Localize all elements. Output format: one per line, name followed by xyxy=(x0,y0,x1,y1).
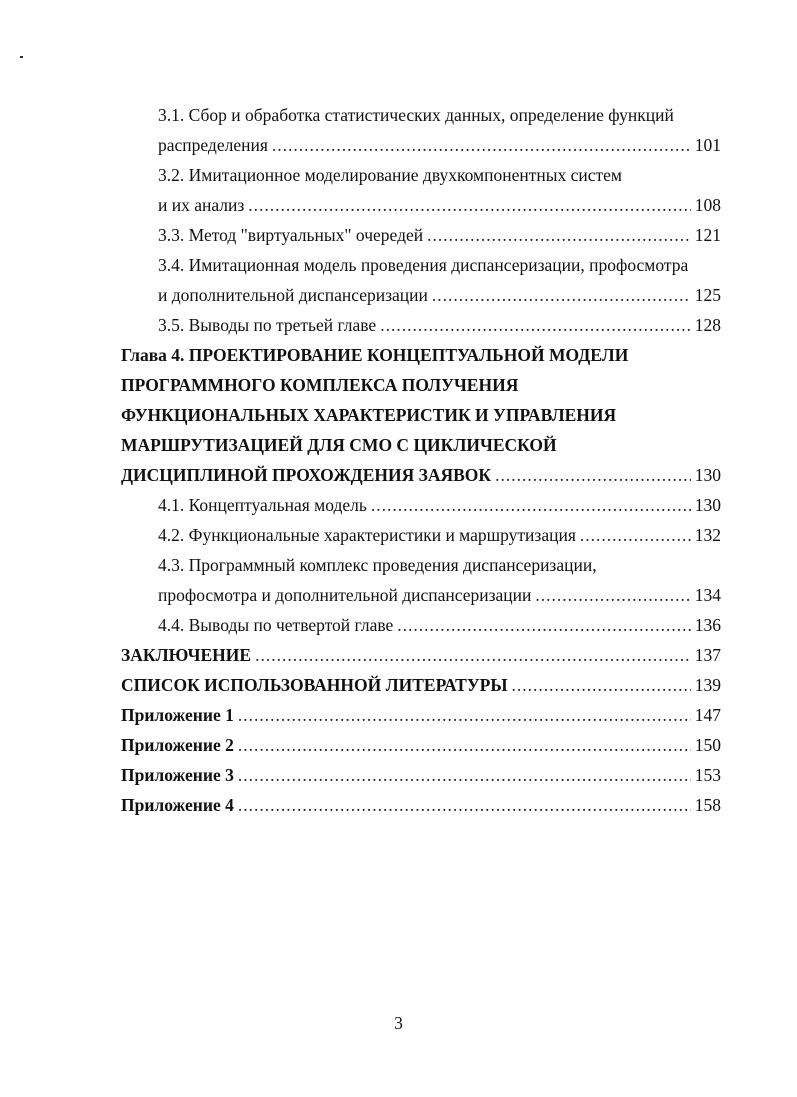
toc-3-1-page: 101 xyxy=(694,135,721,155)
toc-appendix-2-page: 150 xyxy=(694,735,721,755)
toc-3-2-line1: 3.2. Имитационное моделирование двухкомпонентных систем xyxy=(158,165,622,185)
toc-chapter-4-line3: ФУНКЦИОНАЛЬНЫХ ХАРАКТЕРИСТИК И УПРАВЛЕНИЯ xyxy=(121,405,617,425)
dot-leader xyxy=(255,640,691,670)
toc-4-4-page: 136 xyxy=(694,615,721,635)
toc-4-1-page: 130 xyxy=(694,495,721,515)
dot-leader xyxy=(427,220,691,250)
toc-references-page: 139 xyxy=(694,675,721,695)
toc-3-3-title: 3.3. Метод "виртуальных" очередей xyxy=(158,225,424,245)
toc-conclusion-entry[interactable] xyxy=(121,640,721,670)
toc-chapter-4-title: ДИСЦИПЛИНОЙ ПРОХОЖДЕНИЯ ЗАЯВОК xyxy=(121,465,492,485)
toc-references-entry[interactable] xyxy=(121,670,721,700)
toc-3-3-page: 121 xyxy=(694,225,721,245)
scan-artifact xyxy=(20,56,23,58)
dot-leader xyxy=(248,190,690,220)
dot-leader xyxy=(238,760,691,790)
toc-appendix-1-title: Приложение 1 xyxy=(121,705,234,725)
toc-chapter-4-entry[interactable] xyxy=(121,460,721,490)
toc-chapter-4-page: 130 xyxy=(694,465,721,485)
toc-3-1-title: распределения xyxy=(158,135,268,155)
toc-3-4-entry[interactable] xyxy=(121,280,721,310)
toc-3-3-entry[interactable] xyxy=(121,220,721,250)
toc-3-2-entry[interactable] xyxy=(121,190,721,220)
toc-4-2-entry[interactable] xyxy=(121,520,721,550)
toc-3-5-page: 128 xyxy=(694,315,721,335)
toc-chapter-4-line1: Глава 4. ПРОЕКТИРОВАНИЕ КОНЦЕПТУАЛЬНОЙ МОДЕЛИ xyxy=(121,345,629,365)
toc-3-2-title: и их анализ xyxy=(158,195,245,215)
dot-leader xyxy=(535,580,690,610)
toc-conclusion-page: 137 xyxy=(694,645,721,665)
toc-appendix-3-title: Приложение 3 xyxy=(121,765,234,785)
dot-leader xyxy=(495,460,691,490)
dot-leader xyxy=(371,490,691,520)
toc-appendix-3-entry[interactable] xyxy=(121,760,721,790)
toc-conclusion-title: ЗАКЛЮЧЕНИЕ xyxy=(121,645,252,665)
toc-4-3-page: 134 xyxy=(694,585,721,605)
toc-appendix-3-page: 153 xyxy=(694,765,721,785)
toc-4-3-title: профосмотра и дополнительной диспансеризации xyxy=(158,585,532,605)
toc-3-4-page: 125 xyxy=(694,285,721,305)
toc-3-5-entry[interactable] xyxy=(121,310,721,340)
toc-appendix-4-entry[interactable] xyxy=(121,790,721,820)
toc-4-1-entry[interactable] xyxy=(121,490,721,520)
toc-3-2-page: 108 xyxy=(694,195,721,215)
toc-appendix-4-title: Приложение 4 xyxy=(121,795,234,815)
table-of-contents xyxy=(121,100,721,820)
toc-4-4-entry[interactable] xyxy=(121,610,721,640)
page-number: 3 xyxy=(394,1013,403,1033)
dot-leader xyxy=(238,730,691,760)
toc-chapter-4-line2: ПРОГРАММНОГО КОМПЛЕКСА ПОЛУЧЕНИЯ xyxy=(121,375,519,395)
toc-3-1-entry[interactable] xyxy=(121,130,721,160)
toc-3-1-line1: 3.1. Сбор и обработка статистических данных, определение функций xyxy=(158,105,674,125)
toc-appendix-4-page: 158 xyxy=(694,795,721,815)
dot-leader xyxy=(432,280,691,310)
toc-4-2-title: 4.2. Функциональные характеристики и маршрутизация xyxy=(158,525,576,545)
dot-leader xyxy=(512,670,691,700)
dot-leader xyxy=(397,610,690,640)
toc-4-3-entry[interactable] xyxy=(121,580,721,610)
dot-leader xyxy=(238,700,691,730)
dot-leader xyxy=(380,310,691,340)
dot-leader xyxy=(272,130,691,160)
toc-appendix-1-page: 147 xyxy=(694,705,721,725)
toc-appendix-1-entry[interactable] xyxy=(121,700,721,730)
toc-3-4-line1: 3.4. Имитационная модель проведения диспансеризации, профосмотра xyxy=(158,255,689,275)
toc-4-2-page: 132 xyxy=(694,525,721,545)
dot-leader xyxy=(580,520,691,550)
toc-references-title: СПИСОК ИСПОЛЬЗОВАННОЙ ЛИТЕРАТУРЫ xyxy=(121,675,508,695)
toc-4-1-title: 4.1. Концептуальная модель xyxy=(158,495,367,515)
dot-leader xyxy=(238,790,691,820)
toc-chapter-4-line4: МАРШРУТИЗАЦИЕЙ ДЛЯ СМО С ЦИКЛИЧЕСКОЙ xyxy=(121,435,557,455)
toc-appendix-2-title: Приложение 2 xyxy=(121,735,234,755)
toc-3-5-title: 3.5. Выводы по третьей главе xyxy=(158,315,377,335)
toc-3-4-title: и дополнительной диспансеризации xyxy=(158,285,428,305)
toc-appendix-2-entry[interactable] xyxy=(121,730,721,760)
toc-4-4-title: 4.4. Выводы по четвертой главе xyxy=(158,615,394,635)
toc-4-3-line1: 4.3. Программный комплекс проведения диспансеризации, xyxy=(158,555,597,575)
